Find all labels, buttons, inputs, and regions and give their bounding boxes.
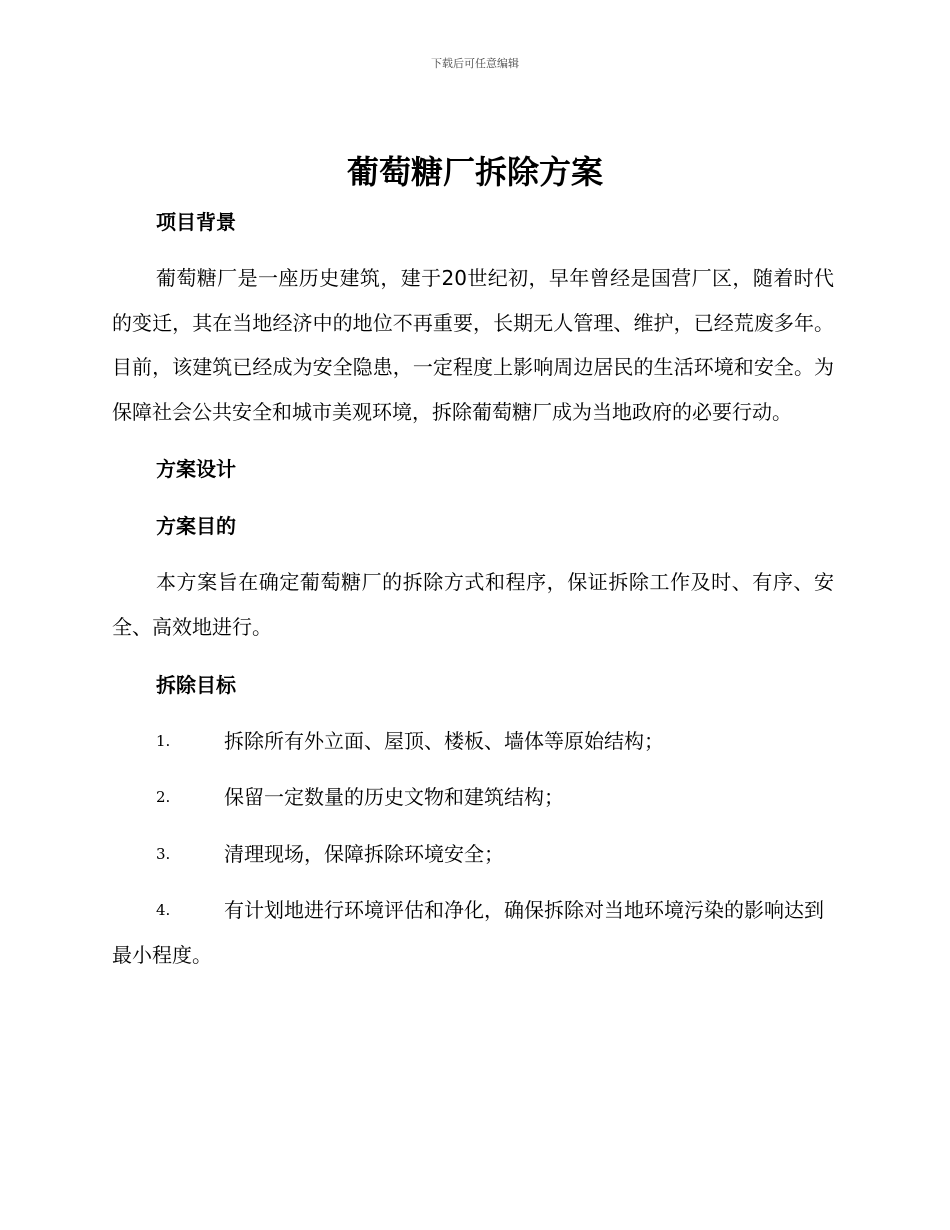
header-note: 下载后可任意编辑 <box>431 57 519 70</box>
goal-list-item <box>112 719 834 764</box>
list-item-text: 清理现场，保障拆除环境安全； <box>224 841 504 866</box>
section-heading-goals: 拆除目标 <box>156 672 236 697</box>
section-heading-purpose: 方案目的 <box>156 514 236 539</box>
document-body <box>112 200 834 978</box>
purpose-paragraph: 本方案旨在确定葡萄糖厂的拆除方式和程序，保证拆除工作及时、有序、安全、高效地进行。 <box>112 570 834 639</box>
list-item-text: 拆除所有外立面、屋顶、楼板、墙体等原始结构； <box>224 728 664 753</box>
list-number: 3. <box>156 844 171 863</box>
list-number: 4. <box>156 901 171 920</box>
goal-list-item <box>112 888 834 977</box>
list-item-text: 保留一定数量的历史文物和建筑结构； <box>224 785 564 810</box>
document-title: 葡萄糖厂拆除方案 <box>346 153 603 191</box>
section-heading-design: 方案设计 <box>156 457 236 482</box>
goal-list-item <box>112 832 834 877</box>
section-heading-background: 项目背景 <box>156 210 236 234</box>
list-number: 1. <box>156 731 171 750</box>
background-paragraph: 葡萄糖厂是一座历史建筑，建于20世纪初，早年曾经是国营厂区，随着时代的变迁，其在当地经济中的地位不再重要，长期无人管理、维护，已经荒废多年。目前，该建筑已经成为安全隐患，一定程度上影响周边居民的生活环境和安全。为保障社会公共安全和城市美观环境，拆除葡萄糖厂成为当地政府的必要行动。 <box>112 266 834 424</box>
goal-list-item <box>112 775 834 820</box>
list-number: 2. <box>156 788 171 807</box>
list-item-text: 有计划地进行环境评估和净化，确保拆除对当地环境污染的影响达到最小程度。 <box>112 898 824 967</box>
